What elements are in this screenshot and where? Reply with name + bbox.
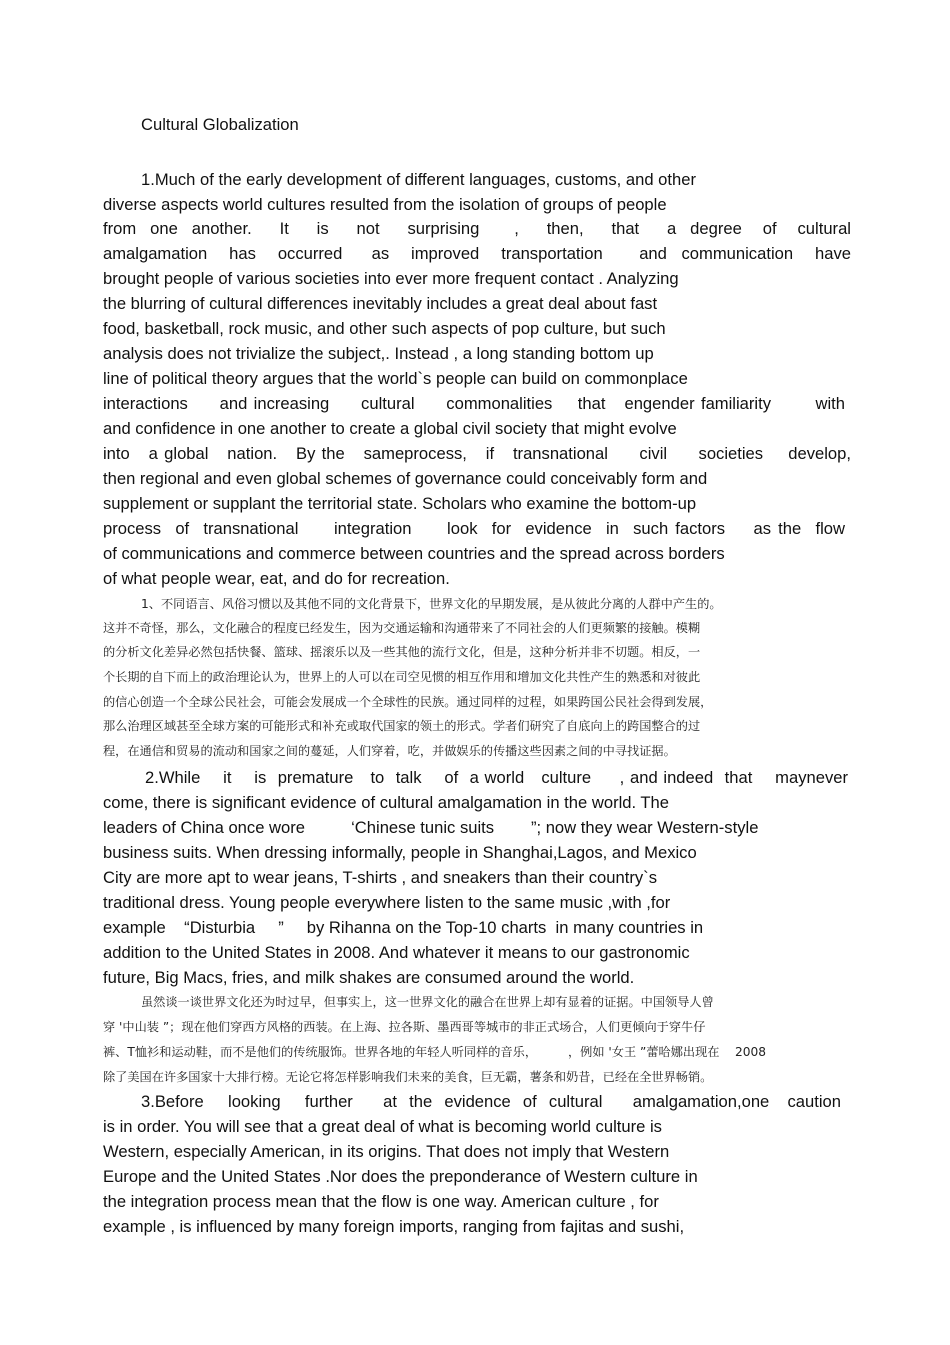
document-title: Cultural Globalization [141,115,299,134]
text-line: and confidence in one another to create a global civil society that might evolve [103,419,677,438]
translation-line: 1、不同语言、风俗习惯以及其他不同的文化背景下，世界文化的早期发展，是从彼此分离的人群中产生的。 [141,597,722,611]
text-line: is in order. You will see that a great deal of what is becoming world culture is [103,1117,662,1136]
text-line: process of transnational integration look for evidence in such factors as the flow [103,519,845,538]
text-line: interactions and increasing cultural commonalities that engender familiarity with [103,394,845,413]
text-line: addition to the United States in 2008. And whatever it means to our gastronomic [103,943,690,962]
translation-line: 这并不奇怪，那么，文化融合的程度已经发生，因为交通运输和沟通带来了不同社会的人们更频繁的接触。模糊 [103,621,701,635]
translation-line: 虽然谈一谈世界文化还为时过早，但事实上，这一世界文化的融合在世界上却有显着的证据。中国领导人曾 [141,995,714,1009]
text-line: of what people wear, eat, and do for recreation. [103,569,450,588]
translation-line: 除了美国在许多国家十大排行榜。无论它将怎样影响我们未来的美食，巨无霸，薯条和奶昔，已经在全世界畅销。 [103,1070,713,1084]
translation-line: 穿 '中山装 ”；现在他们穿西方风格的西装。在上海、拉各斯、墨西哥等城市的非正式场合，人们更倾向于穿牛仔 [103,1020,706,1034]
text-line: into a global nation. By the sameprocess, if transnational civil societies develop, [103,444,851,463]
text-line: City are more apt to wear jeans, T-shirts , and sneakers than their country`s [103,868,657,887]
text-line: 3.Before looking further at the evidence of cultural amalgamation,one caution [141,1092,841,1111]
text-line: analysis does not trivialize the subject,. Instead , a long standing bottom up [103,344,654,363]
translation-line: 裤、T恤衫和运动鞋，而不是他们的传统服饰。世界各地的年轻人听同样的音乐， ，例如 '女王 ”蕾哈娜出现在 2008 [103,1045,766,1059]
text-line: supplement or supplant the territorial state. Scholars who examine the bottom-up [103,494,697,513]
text-line: of communications and commerce between countries and the spread across borders [103,544,725,563]
text-line: future, Big Macs, fries, and milk shakes are consumed around the world. [103,968,635,987]
text-line: example , is influenced by many foreign imports, ranging from fajitas and sushi, [103,1217,685,1236]
text-line: come, there is significant evidence of cultural amalgamation in the world. The [103,793,670,812]
text-line: leaders of China once wore ‘Chinese tunic suits ”; now they wear Western-style [103,818,759,837]
translation-line: 的分析文化差异必然包括快餐、篮球、摇滚乐以及一些其他的流行文化，但是，这种分析并非不切题。相反，一 [103,645,701,659]
text-line: example “Disturbia ” by Rihanna on the Top-10 charts in many countries in [103,918,704,937]
translation-line: 程，在通信和贸易的流动和国家之间的蔓延，人们穿着，吃，并做娱乐的传播这些因素之间的中寻找证据。 [103,744,676,758]
text-line: traditional dress. Young people everywhere listen to the same music ,with ,for [103,893,671,912]
text-line: amalgamation has occurred as improved transportation and communication have [103,244,851,263]
text-line: 1.Much of the early development of different languages, customs, and other [141,170,696,189]
translation-line: 那么治理区域甚至全球方案的可能形式和补充或取代国家的领土的形式。学者们研究了自底向上的跨国整合的过 [103,719,701,733]
text-line: the integration process mean that the flow is one way. American culture , for [103,1192,659,1211]
text-line: Europe and the United States .Nor does the preponderance of Western culture in [103,1167,698,1186]
text-line: line of political theory argues that the world`s people can build on commonplace [103,369,688,388]
text-line: then regional and even global schemes of governance could conceivably form and [103,469,708,488]
translation-line: 个长期的自下而上的政治理论认为，世界上的人可以在司空见惯的相互作用和增加文化共性产生的熟悉和对彼此 [103,670,701,684]
translation-line: 的信心创造一个全球公民社会，可能会发展成一个全球性的民族。通过同样的过程，如果跨国公民社会得到发展， [103,695,713,709]
text-line: food, basketball, rock music, and other such aspects of pop culture, but such [103,319,666,338]
text-line: brought people of various societies into ever more frequent contact . Analyzing [103,269,679,288]
text-line: from one another. It is not surprising , then, that a degree of cultural [103,219,851,238]
text-line: diverse aspects world cultures resulted from the isolation of groups of people [103,195,667,214]
text-line: 2.While it is premature to talk of a world culture , and indeed that maynever [145,768,848,787]
text-line: business suits. When dressing informally, people in Shanghai,Lagos, and Mexico [103,843,697,862]
text-line: the blurring of cultural differences inevitably includes a great deal about fast [103,294,658,313]
text-line: Western, especially American, in its origins. That does not imply that Western [103,1142,670,1161]
